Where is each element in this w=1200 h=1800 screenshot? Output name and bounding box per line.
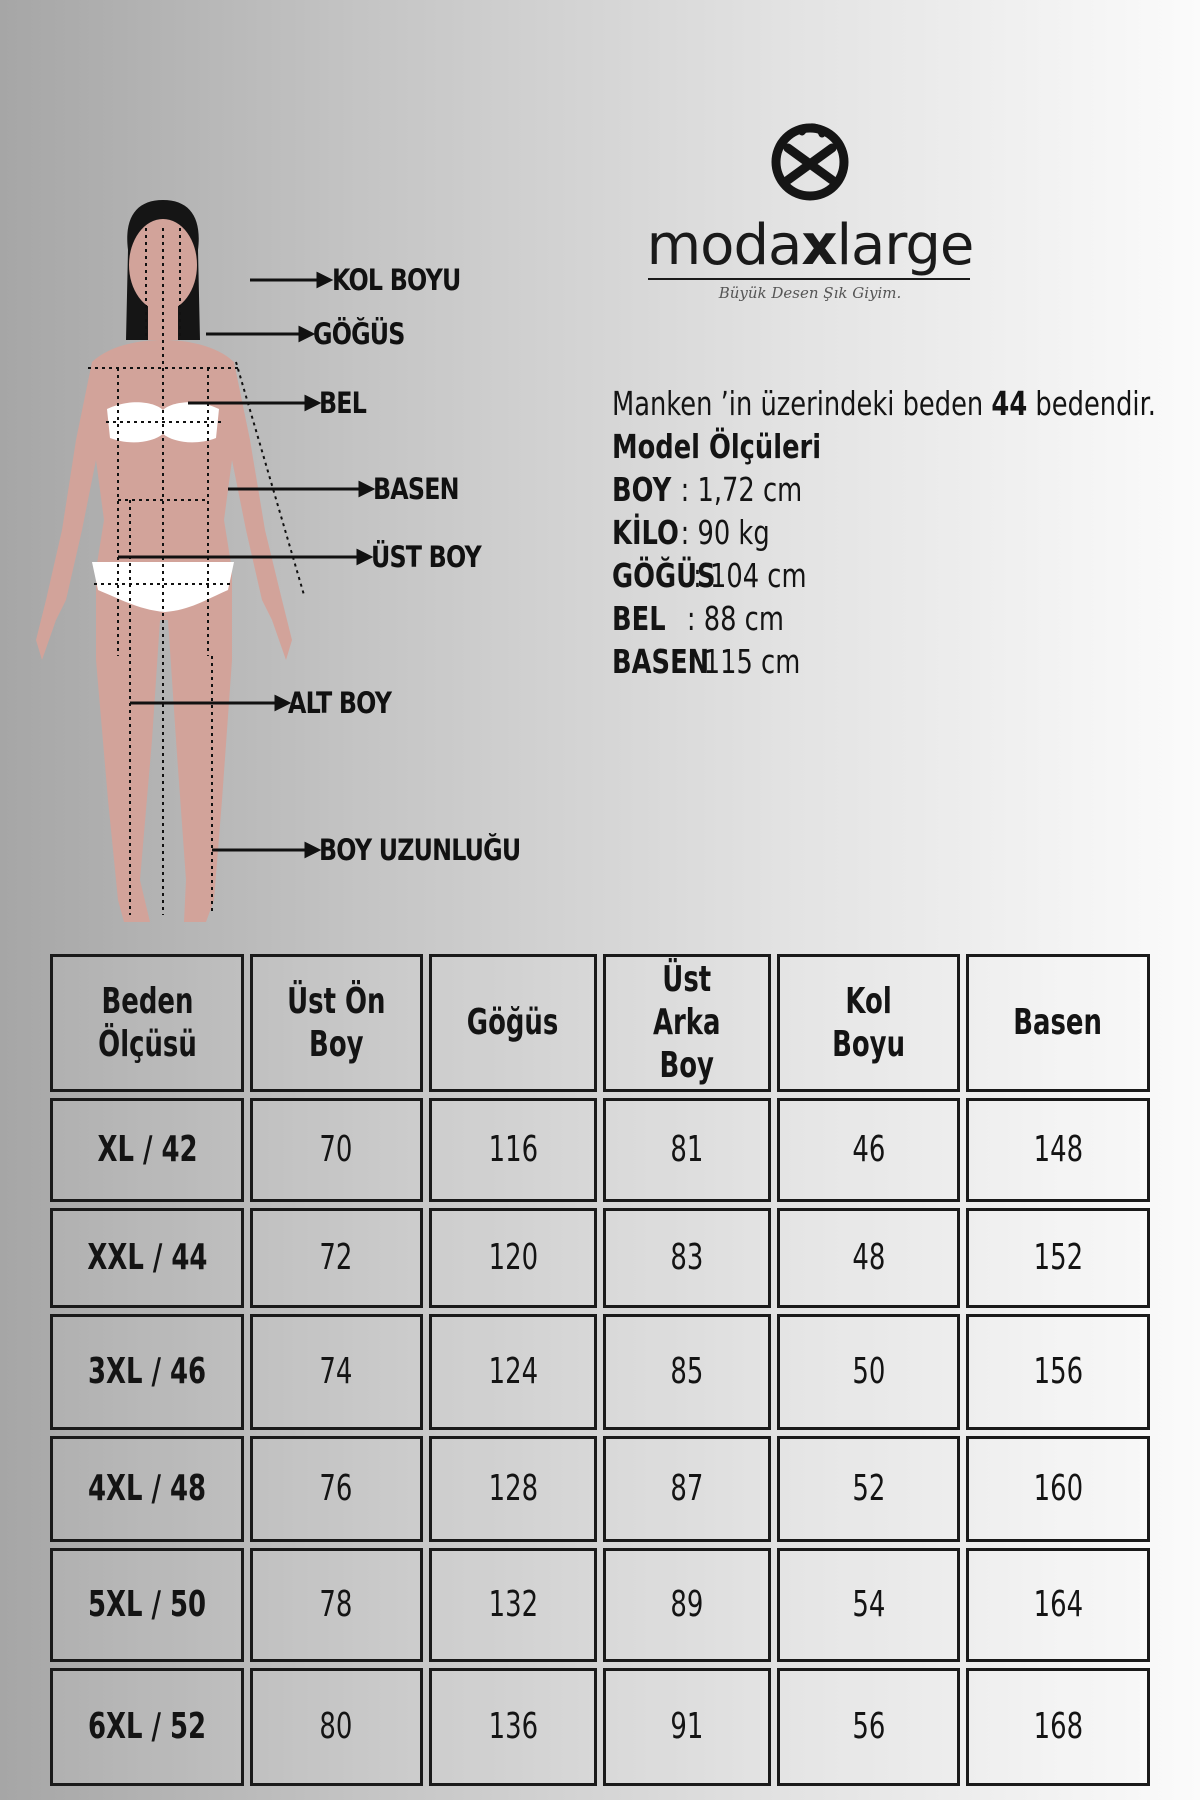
measurement-diagram [0, 100, 560, 930]
table-cell: 156 [966, 1314, 1150, 1430]
table-cell: 91 [603, 1668, 770, 1786]
model-row-kilo: KİLO : 90 kg [612, 513, 770, 552]
table-cell: 132 [429, 1548, 598, 1662]
model-row-bel: BEL : 88 cm [612, 599, 784, 638]
table-cell: 89 [603, 1548, 770, 1662]
table-cell: 124 [429, 1314, 598, 1430]
size-cell: 5XL / 50 [50, 1548, 244, 1662]
logo-underline [648, 278, 970, 280]
table-cell: 160 [966, 1436, 1150, 1542]
table-cell: 78 [250, 1548, 423, 1662]
table-cell: 50 [777, 1314, 960, 1430]
label-alt-boy: ALT BOY [288, 686, 392, 720]
table-cell: 74 [250, 1314, 423, 1430]
header-kol-boyu: Kol Boyu [777, 954, 960, 1092]
table-cell: 148 [966, 1098, 1150, 1202]
table-cell: 76 [250, 1436, 423, 1542]
table-row [50, 1436, 1150, 1542]
header-ust-on-boy: Üst Ön Boy [250, 954, 423, 1092]
table-cell: 48 [777, 1208, 960, 1308]
label-ust-boy: ÜST BOY [371, 540, 481, 574]
table-cell: 87 [603, 1436, 770, 1542]
table-cell: 70 [250, 1098, 423, 1202]
table-cell: 80 [250, 1668, 423, 1786]
table-row [50, 1208, 1150, 1308]
mannequin-figure [0, 100, 560, 930]
size-cell: XL / 42 [50, 1098, 244, 1202]
header-beden-olcusu: Beden Ölçüsü [50, 954, 244, 1092]
label-bel: BEL [319, 386, 367, 420]
table-cell: 164 [966, 1548, 1150, 1662]
table-row [50, 1548, 1150, 1662]
brand-tagline: Büyük Desen Şık Giyim. [718, 284, 902, 302]
table-cell: 152 [966, 1208, 1150, 1308]
size-cell: XXL / 44 [50, 1208, 244, 1308]
size-cell: 3XL / 46 [50, 1314, 244, 1430]
table-cell: 83 [603, 1208, 770, 1308]
table-cell: 54 [777, 1548, 960, 1662]
table-cell: 81 [603, 1098, 770, 1202]
size-cell: 4XL / 48 [50, 1436, 244, 1542]
model-row-gogus: GÖĞÜS : 104 cm [612, 556, 807, 595]
header-ust-arka-boy: Üst Arka Boy [603, 954, 770, 1092]
size-cell: 6XL / 52 [50, 1668, 244, 1786]
brand-wordmark: modaxlarge [646, 213, 974, 278]
header-gogus: Göğüs [429, 954, 598, 1092]
table-cell: 56 [777, 1668, 960, 1786]
table-row [50, 1314, 1150, 1430]
label-boy-uzunlugu: BOY UZUNLUĞU [319, 833, 521, 867]
mxl-monogram-icon [640, 118, 980, 208]
label-gogus: GÖĞÜS [313, 317, 405, 351]
table-row [50, 1098, 1150, 1202]
label-kol-boyu: KOL BOYU [332, 263, 461, 297]
label-basen: BASEN [373, 472, 459, 506]
table-cell: 52 [777, 1436, 960, 1542]
table-cell: 168 [966, 1668, 1150, 1786]
model-row-boy: BOY : 1,72 cm [612, 470, 803, 509]
header-basen: Basen [966, 954, 1150, 1092]
table-header-row [50, 954, 1150, 1092]
table-cell: 128 [429, 1436, 598, 1542]
table-cell: 116 [429, 1098, 598, 1202]
table-row [50, 1668, 1150, 1786]
table-cell: 46 [777, 1098, 960, 1202]
brand-logo [640, 118, 980, 318]
model-measurements-title: Model Ölçüleri [612, 427, 822, 466]
table-cell: 72 [250, 1208, 423, 1308]
table-cell: 120 [429, 1208, 598, 1308]
table-cell: 136 [429, 1668, 598, 1786]
size-chart-table [44, 948, 1156, 1792]
model-size-note: Manken ’in üzerindeki beden 44 bedendir. [612, 384, 1157, 423]
model-row-basen: BASEN : 115 cm [612, 642, 801, 681]
model-info [612, 382, 1172, 683]
table-cell: 85 [603, 1314, 770, 1430]
